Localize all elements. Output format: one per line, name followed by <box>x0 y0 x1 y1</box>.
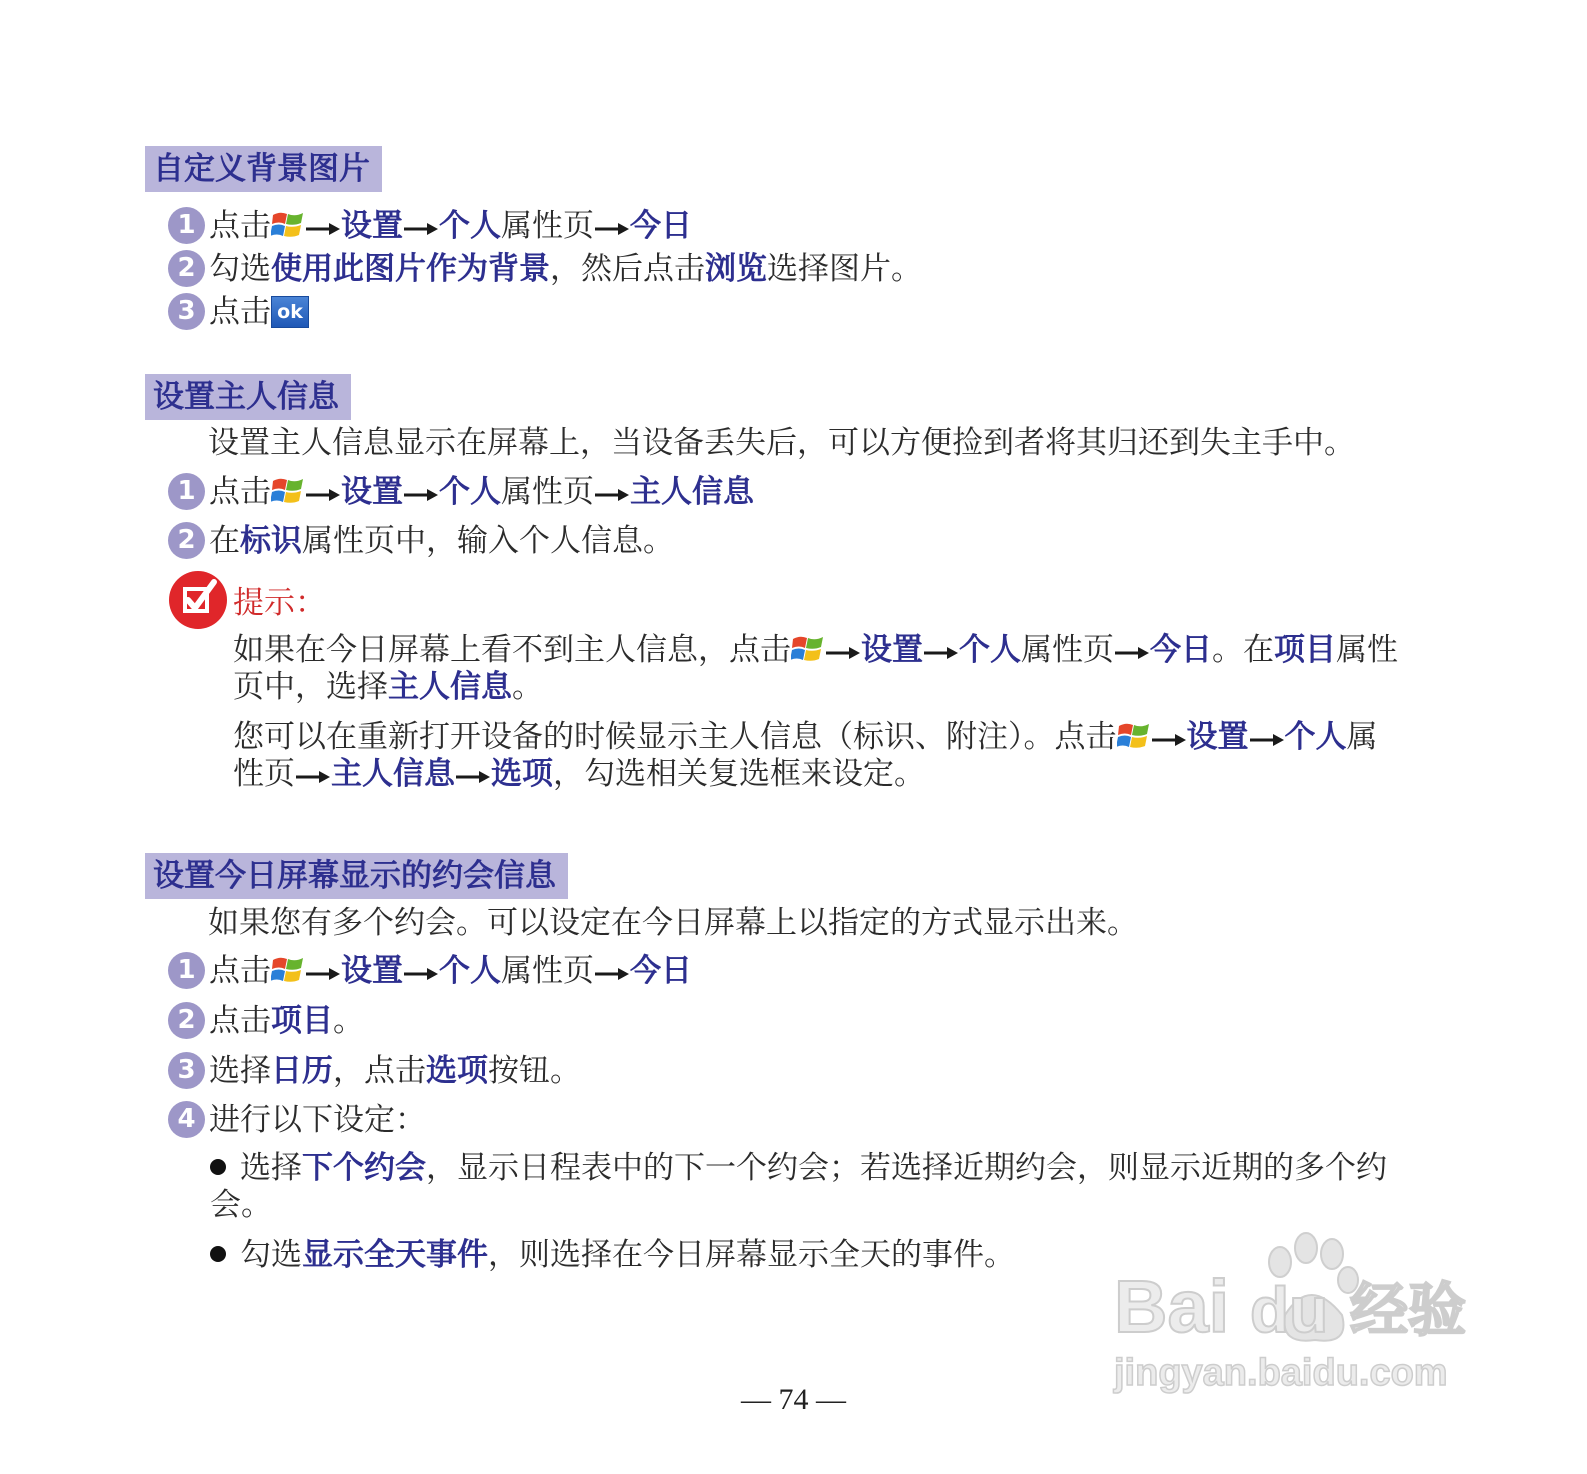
tip-text: 页中，选择 <box>233 669 388 705</box>
bullet-line <box>210 1150 1420 1187</box>
bold-term: 设置 <box>341 953 403 989</box>
bold-term: 项目 <box>1274 632 1336 668</box>
step-number: 2 <box>168 1002 205 1039</box>
step-4-appt <box>168 1100 426 1140</box>
section-title-appointments: 设置今日屏幕显示的约会信息 <box>145 853 568 899</box>
step-1-appt <box>168 951 692 991</box>
step-text: 点击 <box>209 294 271 330</box>
tip-text: 属 <box>1346 719 1378 755</box>
tip-paragraph-2 <box>233 719 1423 793</box>
bold-term: 选项 <box>491 756 553 792</box>
right-arrow-icon <box>305 967 341 981</box>
bullet-text: 勾选 <box>240 1237 302 1273</box>
step-text: 按钮。 <box>488 1053 581 1089</box>
section-title-custom-background: 自定义背景图片 <box>145 146 382 192</box>
step-3-bg <box>168 292 309 332</box>
tip-text: 如果在今日屏幕上看不到主人信息，点击 <box>233 632 791 668</box>
page-number: — 74 — <box>741 1383 846 1416</box>
bold-term: 个人 <box>439 953 501 989</box>
tip-text: 。 <box>512 669 543 705</box>
bullet-icon <box>210 1159 226 1175</box>
bullet-text: ，则选择在今日屏幕显示全天的事件。 <box>488 1237 1015 1273</box>
right-arrow-icon <box>305 222 341 236</box>
windows-start-icon <box>1117 720 1151 752</box>
watermark-cn: 经验 <box>1350 1276 1467 1344</box>
step-text: ，点击 <box>333 1053 426 1089</box>
tip-text: ，勾选相关复选框来设定。 <box>553 756 925 792</box>
step-2-bg <box>168 249 922 289</box>
step-3-appt <box>168 1051 581 1091</box>
step-text: 点击 <box>209 953 271 989</box>
bold-term: 个人 <box>959 632 1021 668</box>
step-text: 属性页 <box>501 208 594 244</box>
right-arrow-icon <box>1114 646 1150 660</box>
bold-term: 设置 <box>861 632 923 668</box>
step-text: 选择 <box>209 1053 271 1089</box>
right-arrow-icon <box>594 967 630 981</box>
right-arrow-icon <box>594 222 630 236</box>
tip-text: 您可以在重新打开设备的时候显示主人信息（标识、附注）。点击 <box>233 719 1117 755</box>
step-number: 1 <box>168 952 205 989</box>
step-number: 3 <box>168 1052 205 1089</box>
step-text: 点击 <box>209 474 271 510</box>
ok-button-icon: ok <box>271 296 309 328</box>
checkbox-tip-icon <box>168 570 228 630</box>
tip-text: 属性页 <box>1021 632 1114 668</box>
windows-start-icon <box>271 475 305 507</box>
step-number: 1 <box>168 207 205 244</box>
step-text: 属性页中，输入个人信息。 <box>302 523 674 559</box>
step-text: 属性页 <box>501 474 594 510</box>
bullet-icon <box>210 1246 226 1262</box>
right-arrow-icon <box>305 488 341 502</box>
bullet-next-appointment <box>210 1150 1420 1224</box>
tip-line <box>233 756 1423 793</box>
watermark-url: jingyan.baidu.com <box>1114 1352 1448 1394</box>
bold-term: 选项 <box>426 1053 488 1089</box>
step-text: 。 <box>333 1003 364 1039</box>
windows-start-icon <box>791 633 825 665</box>
bold-term: 今日 <box>1150 632 1212 668</box>
bold-term: 设置 <box>1186 719 1249 755</box>
bullet-text: 选择 <box>240 1150 302 1186</box>
right-arrow-icon <box>1249 733 1285 747</box>
bold-term: 今日 <box>630 953 692 989</box>
step-number: 1 <box>168 473 205 510</box>
bold-term: 浏览 <box>705 251 767 287</box>
tip-line <box>233 632 1423 669</box>
section-title-owner-info: 设置主人信息 <box>145 374 351 420</box>
step-text: 勾选 <box>209 251 271 287</box>
step-number: 3 <box>168 293 205 330</box>
tip-line <box>233 669 1423 706</box>
bold-term: 主人信息 <box>630 474 754 510</box>
bullet-text: ，显示日程表中的下一个约会；若选择近期约会，则显示近期的多个约 <box>426 1150 1387 1186</box>
bold-term: 今日 <box>630 208 692 244</box>
step-text: 点击 <box>209 1003 271 1039</box>
step-1-owner <box>168 472 754 512</box>
bullet-line <box>210 1187 1420 1224</box>
step-text: ，然后点击 <box>550 251 705 287</box>
right-arrow-icon <box>1151 733 1187 747</box>
windows-start-icon <box>271 954 305 986</box>
bold-term: 设置 <box>341 474 403 510</box>
bold-term: 下个约会 <box>302 1150 426 1186</box>
step-text: 点击 <box>209 208 271 244</box>
tip-text: 。在 <box>1212 632 1274 668</box>
bold-term: 项目 <box>271 1003 333 1039</box>
right-arrow-icon <box>295 770 331 784</box>
right-arrow-icon <box>403 967 439 981</box>
bold-term: 个人 <box>1284 719 1347 755</box>
bold-term: 日历 <box>271 1053 333 1089</box>
appt-intro: 如果您有多个约会。可以设定在今日屏幕上以指定的方式显示出来。 <box>208 905 1138 941</box>
tip-paragraph-1 <box>233 632 1423 706</box>
right-arrow-icon <box>403 488 439 502</box>
step-2-appt <box>168 1001 364 1041</box>
bold-term: 主人信息 <box>388 669 512 705</box>
step-number: 2 <box>168 250 205 287</box>
bold-term: 个人 <box>439 208 501 244</box>
step-number: 2 <box>168 522 205 559</box>
tip-text: 属性 <box>1336 632 1398 668</box>
step-text: 进行以下设定： <box>209 1102 426 1138</box>
step-number: 4 <box>168 1101 205 1138</box>
right-arrow-icon <box>455 770 491 784</box>
tip-line <box>233 719 1423 756</box>
windows-start-icon <box>271 209 305 241</box>
baidu-jingyan-watermark <box>1110 1220 1480 1400</box>
tip-text: 性页 <box>233 756 295 792</box>
bullet-text: 会。 <box>210 1187 272 1223</box>
watermark-brand: Bai <box>1114 1265 1230 1348</box>
right-arrow-icon <box>923 646 959 660</box>
owner-intro: 设置主人信息显示在屏幕上，当设备丢失后，可以方便捡到者将其归还到失主手中。 <box>208 425 1355 461</box>
right-arrow-icon <box>594 488 630 502</box>
right-arrow-icon <box>403 222 439 236</box>
step-text: 属性页 <box>501 953 594 989</box>
bold-term: 标识 <box>240 523 302 559</box>
bold-term: 使用此图片作为背景 <box>271 251 550 287</box>
step-text: 在 <box>209 523 240 559</box>
bold-term: 设置 <box>341 208 403 244</box>
watermark-brand-du: du <box>1250 1274 1329 1346</box>
step-2-owner <box>168 521 674 561</box>
right-arrow-icon <box>825 646 861 660</box>
tip-label: 提示： <box>233 585 326 621</box>
step-1-bg <box>168 206 692 246</box>
bold-term: 显示全天事件 <box>302 1237 488 1273</box>
bold-term: 个人 <box>439 474 501 510</box>
bold-term: 主人信息 <box>331 756 455 792</box>
step-text: 选择图片。 <box>767 251 922 287</box>
